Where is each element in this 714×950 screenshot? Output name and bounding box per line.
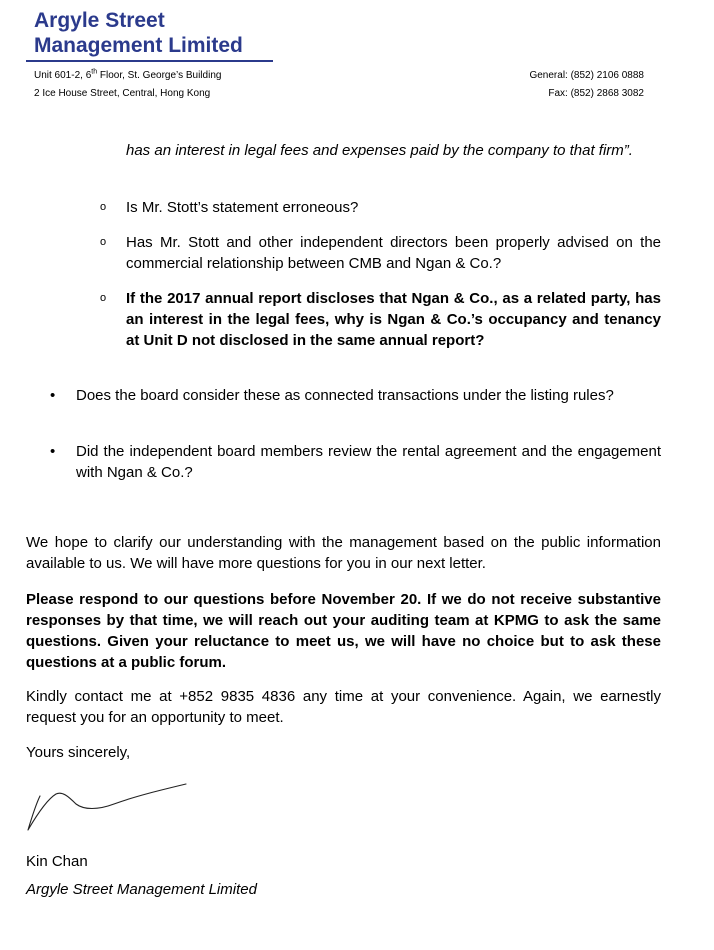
address-line-1-prefix: Unit 601-2, 6 xyxy=(34,70,92,81)
sub-bullet-marker: o xyxy=(100,236,107,248)
fax-number: Fax: (852) 2868 3082 xyxy=(548,88,644,99)
sub-bullet-marker: o xyxy=(100,201,107,213)
bullet-marker: • xyxy=(50,443,56,460)
closing: Yours sincerely, xyxy=(26,744,131,761)
sub-bullet-marker: o xyxy=(100,292,107,304)
sub-bullet-item: Is Mr. Stott’s statement erroneous? xyxy=(126,199,359,216)
quote-continuation: has an interest in legal fees and expenses paid by the company to that firm”. xyxy=(126,142,633,159)
bullet-marker: • xyxy=(50,387,56,404)
paragraph-respond: Please respond to our questions before November 20. If we do not receive substantive responses by that time, we will reach out your auditing team at KPMG to ask the same questions. Given your reluctance to meet us, we will have no choice but to ask these questions at a public forum. xyxy=(26,591,661,671)
bullet-item: Did the independent board members review the rental agreement and the engagement with Ngan & Co.? xyxy=(76,443,661,481)
paragraph-contact: Kindly contact me at +852 9835 4836 any time at your convenience. Again, we earnestly request you for an opportunity to meet. xyxy=(26,688,661,726)
address-line-1-suffix: Floor, St. George’s Building xyxy=(97,70,222,81)
signer-company: Argyle Street Management Limited xyxy=(26,881,257,898)
handwritten-signature xyxy=(26,780,196,835)
letterhead-title-line1: Argyle Street xyxy=(34,9,165,32)
sub-bullet-item-bold: If the 2017 annual report discloses that Ngan & Co., as a related party, has an interest in the legal fees, why is Ngan & Co.’s occupancy and tenancy at Unit D not disclosed in the same annual report? xyxy=(126,290,661,349)
letterhead-title-line2: Management Limited xyxy=(34,34,243,57)
letterhead-rule xyxy=(26,60,273,62)
signer-name: Kin Chan xyxy=(26,853,88,870)
address-line-1 xyxy=(34,70,221,82)
paragraph-clarify: We hope to clarify our understanding with the management based on the public information available to us. We will have more questions for you in our next letter. xyxy=(26,534,661,572)
sub-bullet-item: Has Mr. Stott and other independent directors been properly advised on the commercial relationship between CMB and Ngan & Co.? xyxy=(126,234,661,272)
general-phone: General: (852) 2106 0888 xyxy=(529,70,644,81)
address-line-1-sup: th xyxy=(91,68,98,76)
letterhead-company-name xyxy=(34,8,243,58)
bullet-item: Does the board consider these as connected transactions under the listing rules? xyxy=(76,387,614,404)
address-line-2: 2 Ice House Street, Central, Hong Kong xyxy=(34,88,211,99)
